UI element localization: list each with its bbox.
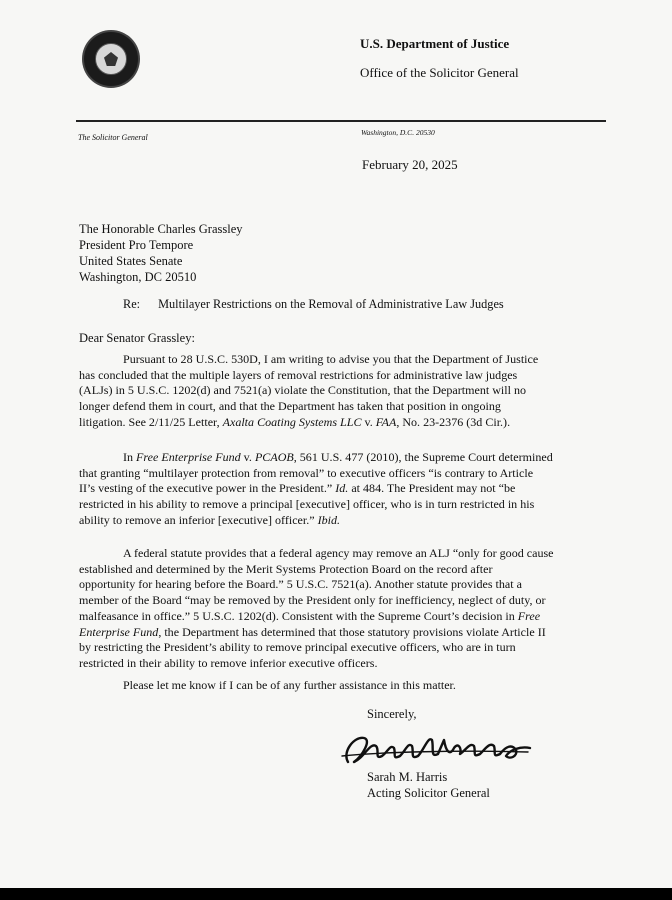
- recipient-line: Washington, DC 20510: [79, 270, 197, 284]
- subject-label: Re:: [123, 297, 141, 311]
- text-line: opportunity for hearing before the Board.” 5 U.S.C. 7521(a). Another statute provides that a: [79, 577, 522, 592]
- text-line: Enterprise Fund, the Department has determined that those statutory provisions violate Article II: [79, 624, 546, 639]
- office-name: Office of the Solicitor General: [360, 65, 519, 80]
- header-rule: [76, 120, 606, 122]
- salutation: Dear Senator Grassley:: [79, 331, 195, 345]
- signer-title: Acting Solicitor General: [367, 786, 490, 800]
- text-line: ability to remove an inferior [executive] officer.” Ibid.: [79, 512, 341, 527]
- signoff: Sincerely,: [367, 707, 417, 721]
- text-line: (ALJs) in 5 U.S.C. 1202(d) and 7521(a) violate the Constitution, that the Department will no: [79, 383, 527, 398]
- text-line: restricted in their ability to remove inferior executive officers.: [79, 655, 378, 670]
- letter-date: February 20, 2025: [362, 157, 458, 172]
- recipient-line: The Honorable Charles Grassley: [79, 222, 243, 236]
- text-line: by restricting the President’s ability to remove principal executive officers, who are in turn: [79, 640, 516, 655]
- paragraph-1: [79, 352, 557, 431]
- sender-line: The Solicitor General: [78, 133, 148, 142]
- sender-location: Washington, D.C. 20530: [361, 128, 435, 137]
- recipient-line: President Pro Tempore: [79, 238, 194, 252]
- text-line: In Free Enterprise Fund v. PCAOB, 561 U.S. 477 (2010), the Supreme Court determined: [123, 450, 553, 464]
- subject-text: Multilayer Restrictions on the Removal of Administrative Law Judges: [158, 297, 504, 311]
- text-line: II’s vesting of the executive power in the President.” Id. at 484. The President may not “be: [79, 481, 516, 496]
- text-line: member of the Board “may be removed by the President only for inefficiency, neglect of duty, or: [79, 593, 546, 608]
- text-line: established and determined by the Merit Systems Protection Board on the record after: [79, 561, 493, 576]
- text-line: that granting “multilayer protection from removal” to executive officers “is contrary to Article: [79, 465, 534, 480]
- subject-line: [123, 297, 504, 312]
- text-line: Pursuant to 28 U.S.C. 530D, I am writing to advise you that the Department of Justice: [123, 352, 539, 366]
- text-line: has concluded that the multiple layers of removal restrictions for administrative law judges: [79, 367, 518, 382]
- handwritten-signature: [340, 722, 540, 772]
- recipient-address: [79, 221, 243, 285]
- text-line: A federal statute provides that a federal agency may remove an ALJ “only for good cause: [123, 546, 554, 560]
- department-name: U.S. Department of Justice: [360, 36, 510, 51]
- doj-seal-icon: [84, 32, 138, 86]
- recipient-line: United States Senate: [79, 254, 183, 268]
- text-line: litigation. See 2/11/25 Letter, Axalta Coating Systems LLC v. FAA, No. 23-2376 (3d Cir.).: [79, 414, 511, 429]
- text-line: malfeasance in office.” 5 U.S.C. 1202(d). Consistent with the Supreme Court’s decision in Free: [79, 608, 541, 623]
- closing-line: Please let me know if I can be of any further assistance in this matter.: [123, 678, 456, 692]
- signer-name: Sarah M. Harris: [367, 770, 448, 784]
- paragraph-3: [79, 546, 557, 672]
- text-line: longer defend them in court, and that the Department has taken that position in ongoing: [79, 399, 501, 414]
- text-line: restricted in his ability to remove a principal [executive] officer, who is in turn restricted in his: [79, 497, 535, 512]
- paragraph-2: [79, 450, 557, 529]
